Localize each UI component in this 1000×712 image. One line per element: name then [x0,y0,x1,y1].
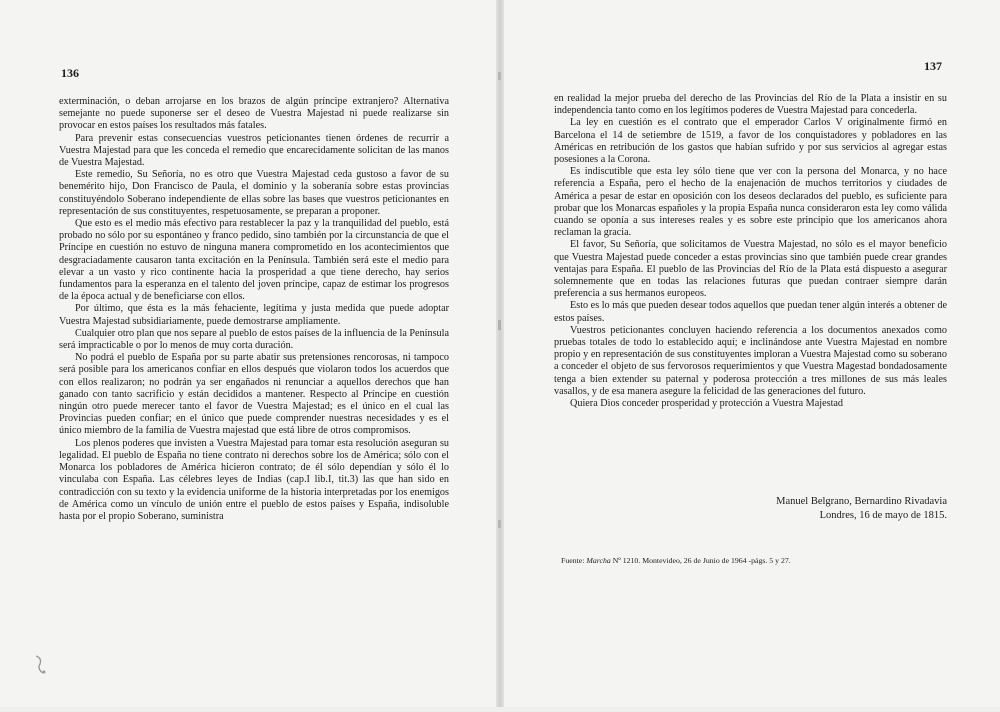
paragraph: en realidad la mejor prueba del derecho de las Provincias del Río de la Plata a insistir en su independencia tanto como en los legítimos poderes de Vuestra Majestad para concederla. [554,93,947,117]
scan-smudge-mark [30,652,50,678]
page-number: 137 [924,59,942,73]
paragraph: Cualquier otro plan que nos separe al pueblo de estos países de la influencia de la Península será impracticable o por lo menos de muy corta duración. [59,327,449,352]
source-prefix: Fuente: [561,556,585,565]
source-publication: Marcha [586,556,611,565]
paragraph: Por último, que ésta es la más fehaciente, legítima y justa medida que puede adoptar Vuestra Majestad subsidiariamente, puede demostrarse ampliamente. [59,303,449,327]
signature: Manuel Belgrano, Bernardino Rivadavia [776,496,947,507]
paragraph: Los plenos poderes que invisten a Vuestra Majestad para tomar esta resolución aseguran su legalidad. El pueblo de España no tiene contrato ni derechos sobre los de América; sólo con el Monarca los pobladores de América hicieron contrato; de él sólo dependían y sólo él lo vinculaba con España. Las célebres leyes de Indias (cap.I lib.I, tit.3) las que han sido en contradicción con su texto y la evidencia uniforme de la historia interpretadas por los enemigos de América como un vínculo de unión entre el pueblo de estos países y España, indisoluble hasta por el propio Soberano, suministra [59,437,449,522]
paragraph: Esto es lo más que pueden desear todos aquellos que puedan tener algún interés a obtener de estos países. [554,300,947,324]
page-number: 136 [61,66,79,80]
paragraph: Que esto es el medio más efectivo para restablecer la paz y la tranquilidad del pueblo, está probado no sólo por su espontáneo y franco pedido, sino también por la circunstancia de que el Príncipe en cuestión no estuvo de ninguna manera comprometido en los acontecimientos que desgraciadamente causaron tanta excitación en la Península. También será este el medio para elevar a un vasto y rico continente hacia la prosperidad a que tiene derecho, hay serios fundamentos para la esperanza en el talento del joven príncipe, capaz de estimar los progresos de la época actual y de beneficiarse con ellos. [59,218,449,303]
paragraph: La ley en cuestión es el contrato que el emperador Carlos V originalmente firmó en Barcelona el 14 de setiembre de 1519, a favor de los conquistadores y pobladores en las Américas en retribución de los gastos que habían sufrido y por sus servicios al agregar estas posesiones a la Corona. [554,117,947,166]
paragraph: Quiera Dios conceder prosperidad y protección a Vuestra Majestad [570,398,844,410]
right-page [500,0,1000,707]
paragraph: Vuestros peticionantes concluyen haciendo referencia a los documentos anexados como pruebas totales de todo lo establecido aquí; e inclinándose ante Vuestra Majestad en nombre propio y en representación de sus constituyentes imploran a Vuestra Majestad como su soberano a conceder el objeto de sus fervorosos requerimientos y que Vuestra Magestad bondadosamente tenga a bien extender su paternal y poderosa protección a tres millones de sus más leales vasallos, y de esa manera asegure la felicidad de las generaciones del futuro. [554,324,947,397]
place-date: Londres, 16 de mayo de 1815. [819,510,947,521]
paragraph: Para prevenir estas consecuencias vuestros peticionantes tienen órdenes de recurrir a Vuestra Majestad para que les conceda el remedio que encarecidamente solicitan de las manos de Vuestra Majestad. [59,132,449,169]
left-text-column [59,96,449,523]
paragraph: Es indiscutible que esta ley sólo tiene que ver con la persona del Monarca, y no hace referencia a España, pero el hecho de la enajenación de muchos territorios y ciudades de América a pesar de estar en oposición con los deseos declarados del pueblo, es suficiente para probar que los Monarcas españoles y la propia España nunca consideraron esta ley como válida cuando se oponía a sus intereses reales y es sobre este principio que los americanos ahora reclaman la gracia. [554,166,947,239]
source-note [561,556,791,565]
paragraph: Este remedio, Su Señoría, no es otro que Vuestra Majestad ceda gustoso a favor de su benemérito hijo, Don Francisco de Paula, el dominio y la soberanía sobre estas provincias constituyéndolo Soberano independiente de ellas sobre las bases que vuestros peticionantes en representación de sus constituyentes, respetuosamente, se preparan a proponer. [59,169,449,217]
paragraph: No podrá el pueblo de España por su parte abatir sus pretensiones rencorosas, ni tampoco será posible para los americanos confiar en ellos después que violaron todos los acuerdos que con ellos realizaron; no podrán ya ser engañados ni renunciar a aquellos derechos que han ganado con tanto sacrificio y están decididos a mantener. Respecto al Príncipe en cuestión ningún otro puede merecer tanto el favor de Vuestra Majestad; es el único en el cual las Provincias pueden confiar; en el único que puede comprender nuestras necesidades y es el único miembro de la familia de Vuestra majestad que está libre de otros compromisos. [59,352,449,437]
paragraph: exterminación, o deban arrojarse en los brazos de algún príncipe extranjero? Alternativa semejante no puede suponerse ser el deseo de Vuestra Majestad ni puede realizarse sin provocar en estos países los resultados más fatales. [59,96,449,132]
right-text-column [554,93,947,410]
source-details: Nº 1210. Montevideo, 26 de Junio de 1964 -págs. 5 y 27. [612,556,791,565]
left-page [0,0,500,707]
paragraph: El favor, Su Señoría, que solicitamos de Vuestra Majestad, no sólo es el mayor beneficio que Vuestra Majestad puede conceder a estas provincias sino que también puede crear grandes ventajas para España. El pueblo de las Provincias del Río de la Plata está dispuesto a asegurar solemnemente que en todas las relaciones futuras que puedan contraer siempre darán preferencia a sus hermanos europeos. [554,239,947,300]
